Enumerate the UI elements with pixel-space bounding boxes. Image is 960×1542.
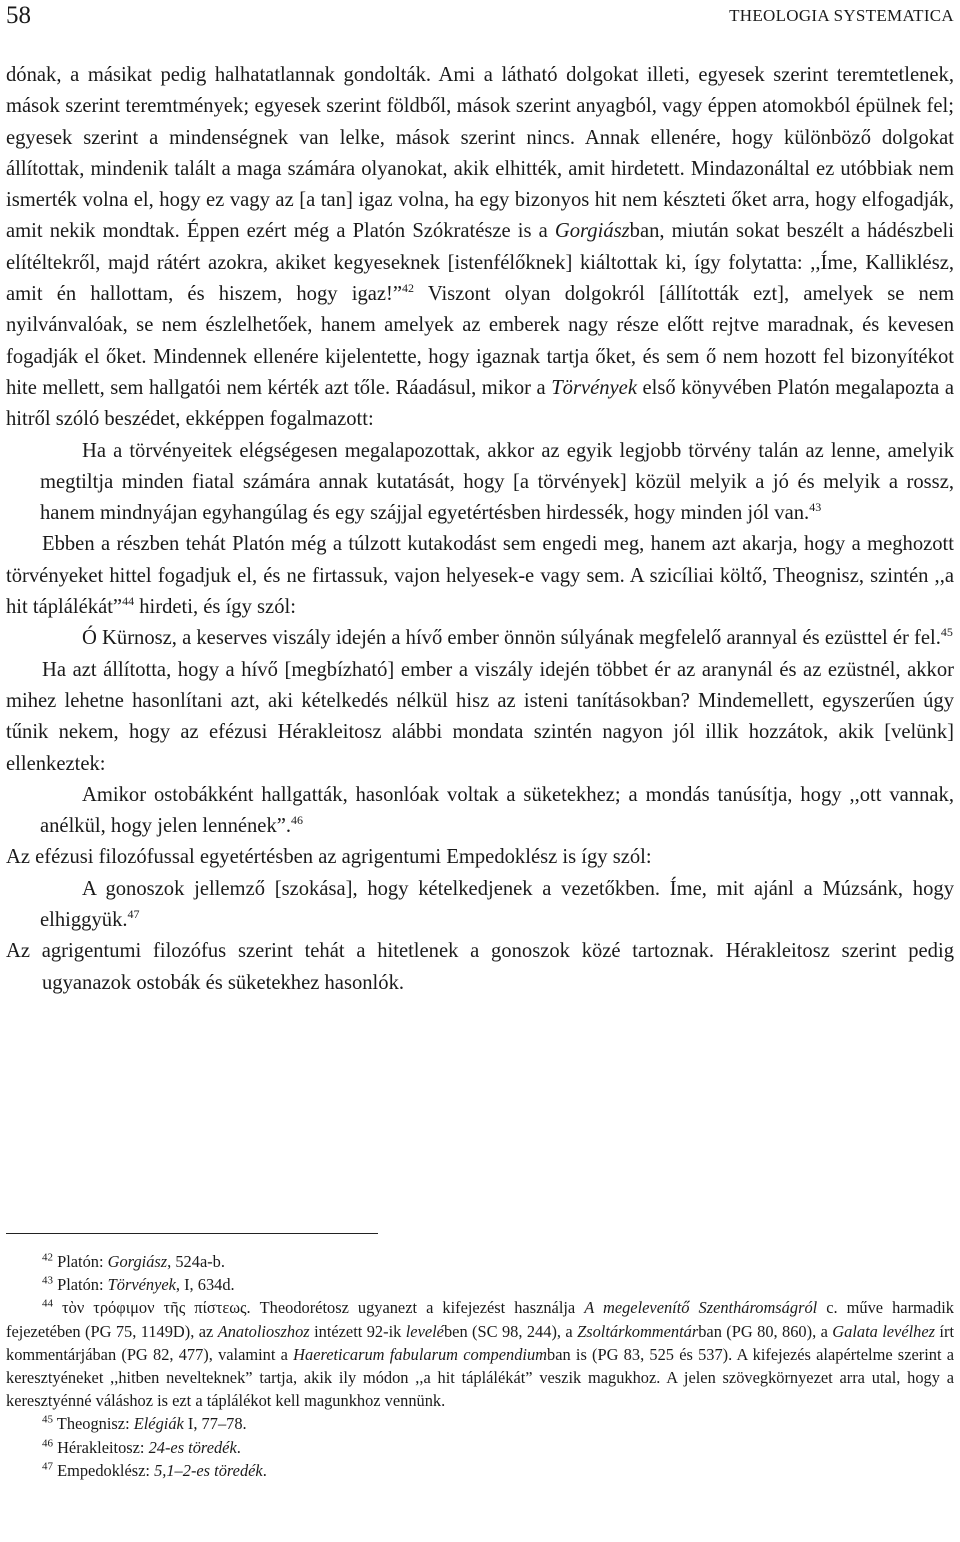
- running-title: THEOLOGIA SYSTEMATICA: [729, 6, 954, 25]
- footnote-ref-47[interactable]: 47: [127, 907, 140, 922]
- page-header: [6, 2, 954, 34]
- footnote-44: $^{44}$ τὸν τρόφιμον τῆς πίστεως. Theodorétosz ugyanezt a kifejezést használja A megelevenítő Szentháromságról c. műve harmadik fejezetében (PG 75, 1149D), az Anatolioszhoz intézett 92-ik levelében (SC 98, 244), a Zsoltárkommentárban (PG 80, 860), a Galata levélhez írt kommentárjában (PG 82, 477), valamint a Haereticarum fabularum compendiumban is (PG 83, 525 és 537). A kifejezés alapértelme szerint a keresztyéneket ,,hitben nevelteknek” tartja, akik ily módon ,,a hit táplálékát” veszik magukhoz. A jelen szövegkörnyezet arra utal, hogy a keresztyénné váláshoz is ezt a táplálékot kell magunkhoz vennünk.: [6, 1297, 955, 1411]
- paragraph-4: Az efézusi filozófussal egyetértésben az agrigentumi Empedoklész is így szól:: [6, 846, 652, 869]
- quote-platon: Ha a törvényeitek elégségesen megalapozottak, akkor az egyik legjobb törvény talán az lenne, amelyik megtiltja minden fiatal számára annak kutatását, hogy [a törvények] közül melyik a jó és melyik a rossz, hanem mindnyájan egyhangúlag és egy szájjal egyetértésben hirdessék, hogy minden jól van.$^{43}$: [40, 439, 954, 525]
- greek-phrase: τὸν τρόφιμον τῆς πίστεως: [53, 1298, 247, 1318]
- footnote-ref-45[interactable]: 45: [940, 625, 953, 640]
- page-number: 58: [6, 2, 31, 29]
- footnotes: [6, 1250, 954, 1482]
- quote-herakleitosz: Amikor ostobákként hallgatták, hasonlóak voltak a süketekhez; a mondás tanúsítja, hogy ,,ott vannak, anélkül, hogy jelen lennének”.$^{46}$: [40, 783, 954, 838]
- paragraph-5: Az agrigentumi filozófus szerint tehát a hitetlenek a gonoszok közé tartoznak. Hérakleitosz szerint pedig ugyanazok ostobák és süketekhez hasonlók.: [6, 940, 954, 994]
- paragraph-1: dónak, a másikat pedig halhatatlannak gondolták. Ami a látható dolgokat illeti, egyesek szerint teremtetlenek, mások szerint teremtmények; egyesek szerint földből, mások szerint anyagból, vagy éppen atomokból épülnek fel; egyesek szerint a mindenségnek van lelke, mások szerint nincs. Annak ellenére, hogy különböző dolgokat állítottak, mindenik talált a maga számára olyanokat, akik elhitték, amit hirdetett. Mindazonáltal ez utóbbiak nem ismerték volna el, hogy ez vagy az [a tan] igaz volna, ha egy bizonyos hit nem készteti őket arra, hogy elfogadják, amit nekik mondtak. Éppen ezért még a Platón Szókratésze is a Gorgiászban, miután sokat beszélt a hádészbeli elítéltekről, majd rátért azokra, akiket kegyeseknek [istenfélőknek] kiáltottak ki, így folytatta: ,,Íme, Kalliklész, amit én hallottam, és hiszem, hogy igaz!”$^{42}$ Viszont olyan dolgokról [állították ezt], amelyek se nem nyilvánvalóak, se nem észlelhetőek, hanem amelyek az emberek nagy része előtt rejtve maradnak, és kevesen fogadják el őket. Mindennek ellenére kijelentette, hogy igaznak tartja őket, és sem ő nem hozott fel bizonyítékot hite mellett, sem hallgatói nem kérték azt tőle. Ráadásul, mikor a Törvények első könyvében Platón megalapozta a hitről szóló beszédet, ekképpen fogalmazott:: [6, 64, 954, 431]
- quote-empedoklesz: A gonoszok jellemző [szokása], hogy kételkedjenek a vezetőkben. Íme, mit ajánl a Múzsánk, hogy elhiggyük.$^{47}$: [40, 877, 954, 932]
- footnote-divider: [6, 1233, 378, 1234]
- footnote-ref-46[interactable]: 46: [291, 813, 304, 828]
- paragraph-2: Ebben a részben tehát Platón még a túlzott kutakodást sem engedi meg, hanem azt akarja, hogy a meghozott törvényeket hittel fogadjuk el, és ne firtassuk, vajon helyesek-e vagy sem. A szicíliai költő, Theognisz, szintén ,,a hit táplálékát”$^{44}$ hirdeti, és így szól:: [6, 533, 954, 619]
- footnote-47: $^{47}$ Empedoklész: 5,1–2-es töredék.: [42, 1460, 267, 1480]
- footnote-45: $^{45}$ Theognisz: Elégiák I, 77–78.: [42, 1413, 247, 1434]
- footnote-ref-43[interactable]: 43: [809, 500, 822, 515]
- footnote-42: $^{42}$ Platón: Gorgiász, 524a-b.: [42, 1251, 225, 1271]
- title-torvenyek: Törvények: [551, 376, 637, 399]
- footnote-ref-42[interactable]: 42: [402, 281, 415, 296]
- footnote-46: $^{46}$ Hérakleitosz: 24-es töredék.: [42, 1437, 241, 1457]
- main-text: [6, 60, 954, 999]
- paragraph-3: Ha azt állította, hogy a hívő [megbízható] ember a viszály idején többet ér az aranynál és az ezüstnél, akkor mihez lehetne hasonlítani azt, aki kételkedés nélkül hisz az isteni tanításokban? Mindemellett, egyszerűen úgy tűnik nekem, hogy az efézusi Hérakleitosz alábbi mondata szintén nagyon jól illik hozzátok, akik [velünk] ellenkeztek:: [6, 658, 954, 775]
- quote-theognisz: Ó Kürnosz, a keserves viszály idején a hívő ember önnön súlyának megfelelő arannyal és ezüsttel ér fel.$^{45}$: [82, 625, 953, 650]
- footnote-ref-44[interactable]: 44: [122, 594, 135, 609]
- footnote-43: $^{43}$ Platón: Törvények, I, 634d.: [42, 1274, 235, 1295]
- title-gorgiasz: Gorgiász: [554, 220, 630, 243]
